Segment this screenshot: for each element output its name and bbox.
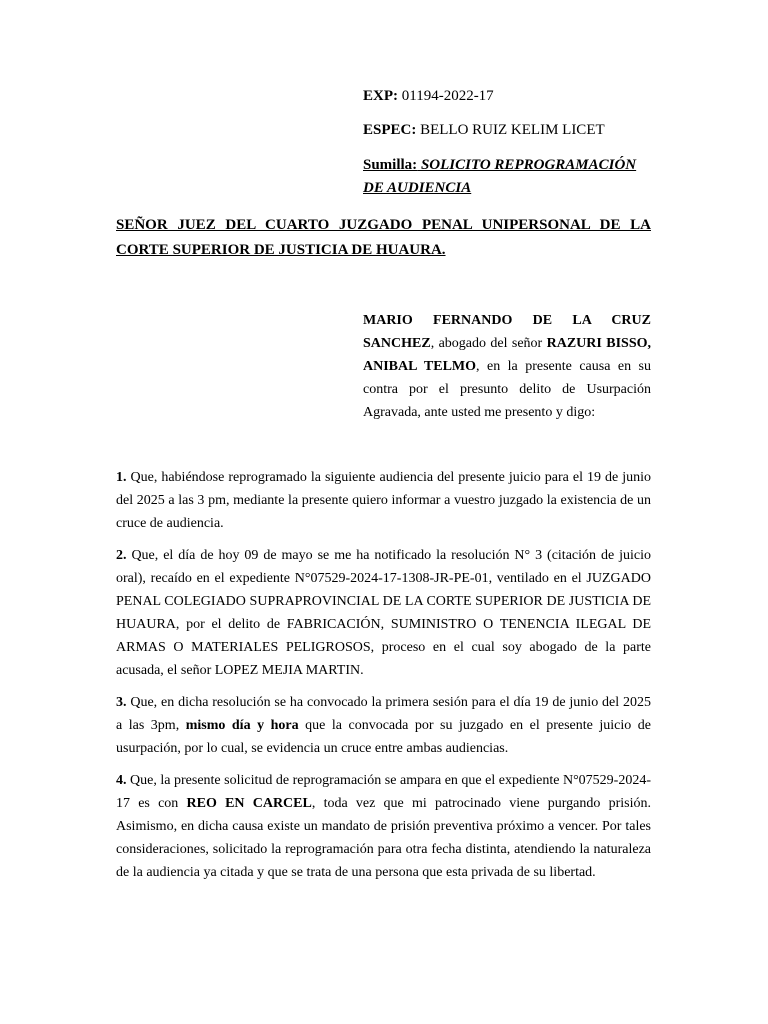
sumilla-value: SOLICITO REPROGRAMACIÓN DE AUDIENCIA [363,157,637,196]
espec-line [363,120,651,140]
paragraph-text: Que, la presente solicitud de reprogramación se ampara en que el expediente N°07529-2024-17 es con [116,773,651,811]
exp-line [363,86,651,106]
paragraph-3 [116,691,651,760]
document-body [116,466,651,893]
sumilla-label: Sumilla: [363,157,418,173]
paragraph-number: 2. [116,548,127,563]
paragraph-emphasis: mismo día y hora [185,718,299,733]
case-header [363,86,651,200]
paragraph-4 [116,769,651,884]
paragraph-text: , toda vez que mi patrocinado viene purgando prisión. Asimismo, en dicha causa existe un mandato de prisión preventiva próximo a vencer. Por tales consideraciones, solicitado la reprogramación para otra fecha distinta, atendiendo la naturaleza de la audiencia ya citada y que se trata de una persona que esta privada de su libertad. [116,796,651,880]
paragraph-number: 1. [116,470,127,485]
intro-text-1: , abogado del señor [430,336,547,351]
exp-label: EXP: [363,88,398,104]
client-name: RAZURI BISSO, ANIBAL TELMO [363,336,651,374]
paragraph-emphasis: REO EN CARCEL [186,796,312,811]
addressee-heading: SEÑOR JUEZ DEL CUARTO JUZGADO PENAL UNIPERSONAL DE LA CORTE SUPERIOR DE JUSTICIA DE HUAURA. [116,217,651,258]
paragraph-2 [116,544,651,682]
paragraph-text: que la convocada por su juzgado en el presente juicio de usurpación, por lo cual, se evidencia un cruce entre ambas audiencias. [116,718,652,756]
espec-label: ESPEC: [363,122,417,138]
paragraph-text: Que, en dicha resolución se ha convocado la primera sesión para el día 19 de junio del 2025 a las 3pm, [116,695,651,733]
exp-value: 01194-2022-17 [398,88,494,104]
paragraph-number: 3. [116,695,127,710]
lawyer-name: MARIO FERNANDO DE LA CRUZ SANCHEZ [363,313,651,351]
paragraph-text: Que, habiéndose reprogramado la siguiente audiencia del presente juicio para el 19 de junio del 2025 a las 3 pm, mediante la presente quiero informar a vuestro juzgado la existencia de un cruce de audiencia. [116,470,651,531]
intro-paragraph [363,309,651,424]
paragraph-number: 4. [116,773,127,788]
sumilla-line [363,154,651,200]
espec-value: BELLO RUIZ KELIM LICET [416,122,605,138]
paragraph-text: Que, el día de hoy 09 de mayo se me ha notificado la resolución N° 3 (citación de juicio oral), recaído en el expediente N°07529-2024-17-1308-JR-PE-01, ventilado en el JUZGADO PENAL COLEGIADO SUPRAPROVINCIAL DE LA CORTE SUPERIOR DE JUSTICIA DE HUAURA, por el delito de FABRICACIÓN, SUMINISTRO O TENENCIA ILEGAL DE ARMAS O MATERIALES PELIGROSOS, proceso en el cual soy abogado de la parte acusada, el señor LOPEZ MEJIA MARTIN. [116,548,651,678]
paragraph-1 [116,466,651,535]
intro-text-2: , en la presente causa en su contra por el presunto delito de Usurpación Agravada, ante usted me presento y digo: [363,359,651,420]
